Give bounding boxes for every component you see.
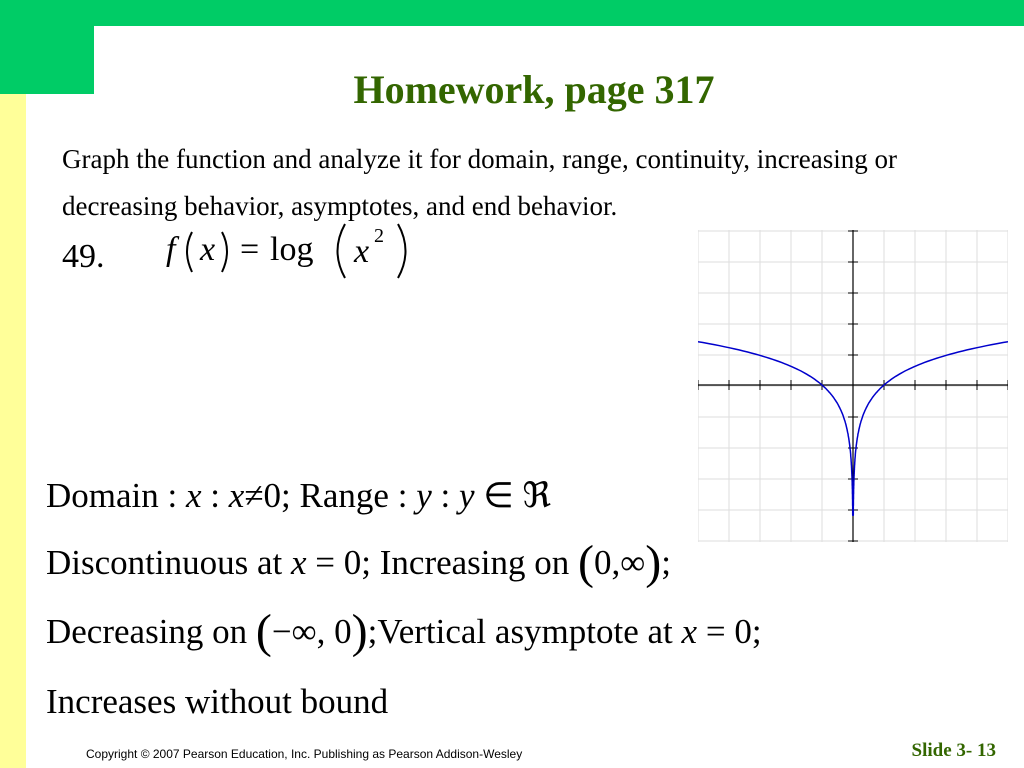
increasing-interval: 0,∞ <box>594 543 646 582</box>
domain-label: Domain <box>46 476 159 515</box>
paren-close-1 <box>222 232 227 272</box>
decreasing-interval: −∞, 0 <box>271 612 352 651</box>
top-accent-bar <box>0 0 1024 26</box>
formula-x: x <box>200 231 216 268</box>
problem-number: 49. <box>62 238 105 275</box>
formula-equals: = <box>240 231 260 268</box>
formula-log: log <box>270 231 314 268</box>
decreasing-line: Decreasing on (−∞, 0);Vertical asymptote at x = 0; <box>46 605 762 658</box>
function-formula <box>162 220 422 282</box>
slide-title: Homework, page 317 <box>353 67 715 112</box>
discontinuity-line: Discontinuous at x = 0; Increasing on (0,∞); <box>46 536 671 589</box>
formula-f: f <box>166 231 176 268</box>
slide-number: Slide 3- 13 <box>911 740 996 761</box>
domain-range-line: Domain : x : x≠0; Range : y : y ∈ ℜ <box>46 476 552 515</box>
range-label: Range <box>299 476 389 515</box>
curve-right-branch <box>853 342 1008 516</box>
reals-symbol: ℜ <box>522 476 552 515</box>
end-behavior-line: Increases without bound <box>46 682 389 721</box>
copyright-text: Copyright © 2007 Pearson Education, Inc. Publishing as Pearson Addison-Wesley <box>86 747 523 761</box>
formula-exponent: 2 <box>374 225 384 247</box>
curve-left-branch <box>698 342 853 516</box>
paren-open-1 <box>187 232 192 272</box>
function-graph <box>698 230 1008 542</box>
paren-open-2 <box>338 224 346 278</box>
formula-x-squared: x <box>354 233 370 270</box>
paren-close-2 <box>398 224 406 278</box>
instructions-text: Graph the function and analyze it for domain, range, continuity, increasing or decreasing behavior, asymptotes, and end behavior. <box>62 144 897 221</box>
left-accent-bar <box>0 94 26 768</box>
